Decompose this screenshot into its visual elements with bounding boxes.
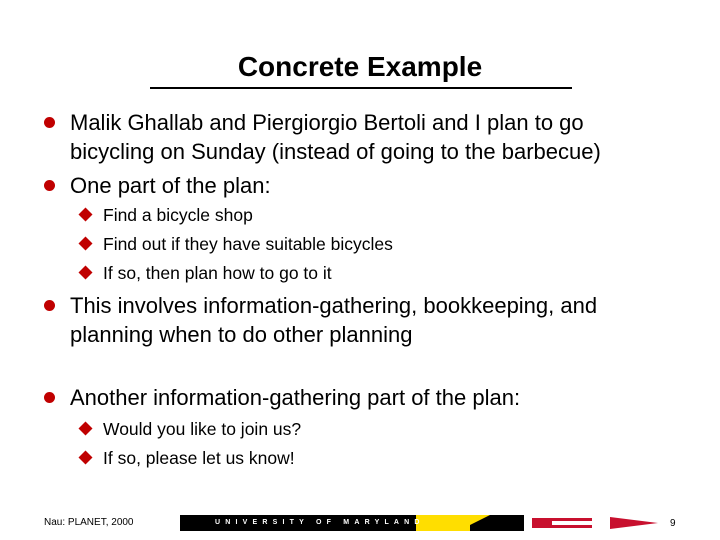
title-underline [150, 87, 572, 89]
bullet-text-line: Another information-gathering part of the plan: [70, 385, 521, 410]
sub-bullet-text: Would you like to join us? [103, 419, 302, 439]
page-number: 9 [670, 518, 676, 529]
bullet-dot-icon [44, 300, 55, 311]
sub-bullet-text: If so, please let us know! [103, 448, 295, 468]
bullet-dot-icon [44, 117, 55, 128]
diamond-bullet-icon [78, 236, 92, 250]
sub-bullet-text: Find a bicycle shop [103, 205, 253, 225]
sub-bullet-text: Find out if they have suitable bicycles [103, 234, 393, 254]
slide-title: Concrete Example [237, 51, 483, 82]
bullet-text-line: bicycling on Sunday (instead of going to the barbecue) [70, 139, 601, 164]
bullet-text-line: This involves information-gathering, bookkeeping, and [70, 293, 598, 318]
diamond-bullet-icon [78, 207, 92, 221]
sub-bullet-text: If so, then plan how to go to it [103, 263, 332, 283]
bullet-dot-icon [44, 392, 55, 403]
diamond-bullet-icon [78, 450, 92, 464]
bullet-dot-icon [44, 180, 55, 191]
footer-credit: Nau: PLANET, 2000 [44, 517, 134, 528]
bullet-text-line: Malik Ghallab and Piergiorgio Bertoli and I plan to go [70, 110, 584, 135]
bullet-text-line: One part of the plan: [70, 173, 271, 198]
banner-university-name: UNIVERSITY OF MARYLAND [215, 519, 425, 526]
diamond-bullet-icon [78, 265, 92, 279]
diamond-bullet-icon [78, 421, 92, 435]
bullet-text-line: planning when to do other planning [70, 322, 413, 347]
